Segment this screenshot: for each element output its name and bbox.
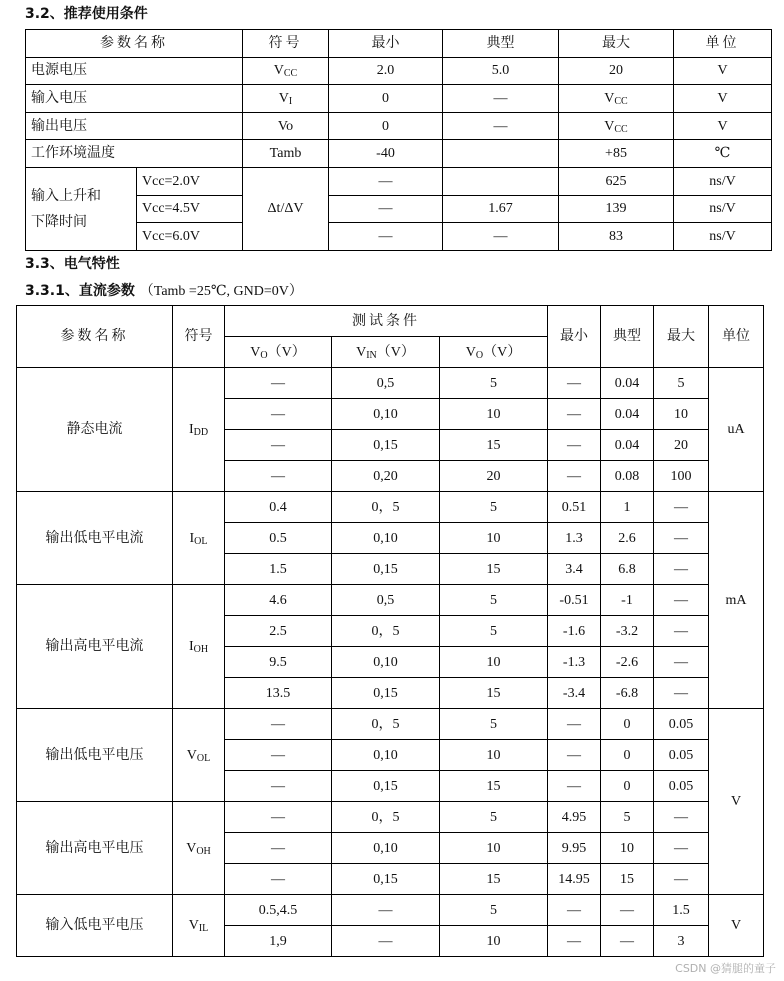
cond-vin: 0,5 — [332, 585, 440, 616]
cond-vo: 1,9 — [225, 926, 332, 957]
header-vo-2: $V_O(V)$ — [440, 337, 548, 368]
min-value: -1.3 — [548, 647, 601, 678]
min-value: — — [548, 895, 601, 926]
typ-value: 1 — [601, 492, 654, 523]
cond-vo: — — [225, 368, 332, 399]
dc-parameters-table — [16, 305, 764, 957]
cond-vo2: 15 — [440, 864, 548, 895]
param-name: 输出高电平电流 — [17, 585, 173, 709]
unit-value: mA — [709, 492, 764, 709]
max-value: — — [654, 492, 709, 523]
table-row — [26, 85, 772, 113]
typ-value: 0.04 — [601, 368, 654, 399]
max-value: — — [654, 678, 709, 709]
typ-value: -1 — [601, 585, 654, 616]
cond-vo2: 10 — [440, 926, 548, 957]
typ-value: 1.67 — [443, 195, 559, 223]
cond-vo2: 5 — [440, 895, 548, 926]
cond-vo2: 15 — [440, 771, 548, 802]
condition-value: Vcc=4.5V — [137, 195, 243, 223]
recommended-conditions-table — [25, 29, 772, 251]
table-row — [26, 223, 772, 251]
min-value: 0.51 — [548, 492, 601, 523]
param-name: 输出电压 — [26, 112, 243, 140]
condition-value: Vcc=2.0V — [137, 167, 243, 195]
typ-value: 0 — [601, 740, 654, 771]
section-3-2-title: 3.2、推荐使用条件 — [25, 6, 148, 22]
section-title-text: 3.3.1、直流参数 — [25, 283, 135, 299]
cond-vo2: 10 — [440, 647, 548, 678]
max-value: 10 — [654, 399, 709, 430]
header-min: 最小 — [329, 30, 443, 58]
cond-vo2: 20 — [440, 461, 548, 492]
cond-vo: — — [225, 802, 332, 833]
min-value: 4.95 — [548, 802, 601, 833]
table-row — [26, 112, 772, 140]
unit-value: V — [709, 895, 764, 957]
table-row — [17, 709, 764, 740]
cond-vo2: 5 — [440, 802, 548, 833]
min-value: — — [548, 399, 601, 430]
param-name: 输出高电平电压 — [17, 802, 173, 895]
cond-vo: 9.5 — [225, 647, 332, 678]
cond-vo2: 5 — [440, 368, 548, 399]
cond-vo: 0.4 — [225, 492, 332, 523]
cond-vo2: 5 — [440, 585, 548, 616]
cond-vo2: 10 — [440, 399, 548, 430]
unit-value: uA — [709, 368, 764, 492]
typ-value: 15 — [601, 864, 654, 895]
typ-value: 2.6 — [601, 523, 654, 554]
cond-vo: — — [225, 864, 332, 895]
typ-value: 0 — [601, 709, 654, 740]
cond-vin: 0,10 — [332, 523, 440, 554]
cond-vo: — — [225, 709, 332, 740]
max-value: — — [654, 833, 709, 864]
typ-value: 5 — [601, 802, 654, 833]
cond-vin: 0，5 — [332, 616, 440, 647]
unit-value: V — [674, 112, 772, 140]
max-value: 3 — [654, 926, 709, 957]
cond-vin: 0,10 — [332, 647, 440, 678]
cond-vo2: 5 — [440, 492, 548, 523]
typ-value: — — [443, 112, 559, 140]
table-row — [17, 492, 764, 523]
typ-value: -3.2 — [601, 616, 654, 647]
min-value: — — [548, 771, 601, 802]
cond-vin: 0,10 — [332, 740, 440, 771]
min-value: -1.6 — [548, 616, 601, 647]
param-symbol: Vo — [243, 112, 329, 140]
cond-vin: 0,15 — [332, 430, 440, 461]
max-value: 100 — [654, 461, 709, 492]
param-symbol: Tamb — [243, 140, 329, 168]
unit-value: ns/V — [674, 167, 772, 195]
max-value: — — [654, 523, 709, 554]
cond-vo: 0.5,4.5 — [225, 895, 332, 926]
param-name: 输入低电平电压 — [17, 895, 173, 957]
typ-value: -6.8 — [601, 678, 654, 709]
cond-vo: 2.5 — [225, 616, 332, 647]
min-value: — — [548, 461, 601, 492]
unit-value: V — [674, 85, 772, 113]
section-3-3-1-title — [25, 282, 303, 301]
unit-value: V — [709, 709, 764, 895]
cond-vo2: 10 — [440, 523, 548, 554]
typ-value: — — [443, 223, 559, 251]
header-max: 最大 — [654, 306, 709, 368]
header-unit: 单位 — [674, 30, 772, 58]
typ-value: 0.04 — [601, 399, 654, 430]
param-symbol: $V_{CC}$ — [243, 57, 329, 85]
header-typ: 典型 — [601, 306, 654, 368]
max-value: 83 — [559, 223, 674, 251]
typ-value: — — [601, 895, 654, 926]
min-value: — — [548, 709, 601, 740]
cond-vin: 0,20 — [332, 461, 440, 492]
header-name: 参数名称 — [17, 306, 173, 368]
cond-vo: 0.5 — [225, 523, 332, 554]
cond-vo2: 5 — [440, 709, 548, 740]
cond-vo2: 15 — [440, 430, 548, 461]
cond-vin: 0,15 — [332, 864, 440, 895]
cond-vo: 13.5 — [225, 678, 332, 709]
cond-vin: 0,10 — [332, 833, 440, 864]
min-value: — — [329, 223, 443, 251]
max-value: — — [654, 585, 709, 616]
cond-vo: — — [225, 399, 332, 430]
cond-vo: — — [225, 771, 332, 802]
min-value: 0 — [329, 112, 443, 140]
table-header-row — [17, 306, 764, 337]
cond-vin: — — [332, 895, 440, 926]
cond-vo2: 10 — [440, 833, 548, 864]
max-value: 5 — [654, 368, 709, 399]
test-condition-note: （Tamb =25℃, GND=0V） — [139, 284, 303, 299]
unit-value: ns/V — [674, 223, 772, 251]
min-value: 9.95 — [548, 833, 601, 864]
max-value: 1.5 — [654, 895, 709, 926]
cond-vin: — — [332, 926, 440, 957]
max-value: — — [654, 554, 709, 585]
typ-value: 10 — [601, 833, 654, 864]
param-symbol: $V_{OL}$ — [173, 709, 225, 802]
table-row — [17, 585, 764, 616]
cond-vo: — — [225, 461, 332, 492]
min-value: 14.95 — [548, 864, 601, 895]
table-row — [17, 895, 764, 926]
min-value: 2.0 — [329, 57, 443, 85]
param-symbol: $V_{OH}$ — [173, 802, 225, 895]
param-symbol: $V_{IL}$ — [173, 895, 225, 957]
max-value: — — [654, 647, 709, 678]
max-value: 0.05 — [654, 771, 709, 802]
table-row — [26, 195, 772, 223]
header-vo: $V_O(V)$ — [225, 337, 332, 368]
cond-vin: 0,10 — [332, 399, 440, 430]
header-typ: 典型 — [443, 30, 559, 58]
max-value: +85 — [559, 140, 674, 168]
header-symbol: 符号 — [243, 30, 329, 58]
cond-vin: 0,5 — [332, 368, 440, 399]
table-row — [17, 802, 764, 833]
param-symbol: $V_I$ — [243, 85, 329, 113]
min-value: -0.51 — [548, 585, 601, 616]
min-value: -3.4 — [548, 678, 601, 709]
min-value: 1.3 — [548, 523, 601, 554]
max-value: — — [654, 616, 709, 647]
param-name: 工作环境温度 — [26, 140, 243, 168]
typ-value: — — [443, 85, 559, 113]
typ-value: 6.8 — [601, 554, 654, 585]
max-value: $V_{CC}$ — [559, 85, 674, 113]
param-symbol: $I_{OL}$ — [173, 492, 225, 585]
table-row — [26, 167, 772, 195]
min-value: — — [548, 430, 601, 461]
param-symbol: $I_{OH}$ — [173, 585, 225, 709]
header-vin: $V_{IN}(V)$ — [332, 337, 440, 368]
table-header-row — [26, 30, 772, 58]
param-name: 电源电压 — [26, 57, 243, 85]
cond-vo: — — [225, 430, 332, 461]
cond-vo2: 10 — [440, 740, 548, 771]
param-name — [26, 167, 137, 250]
typ-value: 0.04 — [601, 430, 654, 461]
typ-value: 0 — [601, 771, 654, 802]
min-value: -40 — [329, 140, 443, 168]
typ-value — [443, 140, 559, 168]
cond-vo2: 15 — [440, 554, 548, 585]
header-symbol: 符号 — [173, 306, 225, 368]
cond-vin: 0,15 — [332, 771, 440, 802]
table-row — [17, 368, 764, 399]
table-row — [26, 140, 772, 168]
min-value: 3.4 — [548, 554, 601, 585]
param-name: 静态电流 — [17, 368, 173, 492]
param-symbol: Δt/ΔV — [243, 167, 329, 250]
cond-vo: — — [225, 833, 332, 864]
table-row — [26, 57, 772, 85]
typ-value — [443, 167, 559, 195]
typ-value: 5.0 — [443, 57, 559, 85]
header-max: 最大 — [559, 30, 674, 58]
typ-value: 0.08 — [601, 461, 654, 492]
unit-value: ℃ — [674, 140, 772, 168]
max-value: 0.05 — [654, 709, 709, 740]
cond-vin: 0，5 — [332, 802, 440, 833]
typ-value: — — [601, 926, 654, 957]
header-unit: 单位 — [709, 306, 764, 368]
cond-vin: 0,15 — [332, 554, 440, 585]
max-value: 20 — [559, 57, 674, 85]
cond-vo: — — [225, 740, 332, 771]
min-value: 0 — [329, 85, 443, 113]
min-value: — — [329, 167, 443, 195]
param-symbol: $I_{DD}$ — [173, 368, 225, 492]
min-value: — — [548, 368, 601, 399]
header-name: 参数名称 — [26, 30, 243, 58]
unit-value: V — [674, 57, 772, 85]
watermark: CSDN @猜腿的童子 — [675, 962, 776, 975]
max-value: 139 — [559, 195, 674, 223]
cond-vin: 0,15 — [332, 678, 440, 709]
param-name-line2: 下降时间 — [31, 213, 87, 230]
min-value: — — [548, 740, 601, 771]
param-name: 输出低电平电压 — [17, 709, 173, 802]
cond-vo2: 5 — [440, 616, 548, 647]
max-value: 20 — [654, 430, 709, 461]
param-name: 输出低电平电流 — [17, 492, 173, 585]
header-test-conditions: 测试条件 — [225, 306, 548, 337]
param-name: 输入电压 — [26, 85, 243, 113]
param-name-line1: 输入上升和 — [31, 187, 101, 204]
cond-vin: 0，5 — [332, 709, 440, 740]
cond-vo2: 15 — [440, 678, 548, 709]
max-value: 0.05 — [654, 740, 709, 771]
condition-value: Vcc=6.0V — [137, 223, 243, 251]
min-value: — — [548, 926, 601, 957]
typ-value: -2.6 — [601, 647, 654, 678]
max-value: $V_{CC}$ — [559, 112, 674, 140]
max-value: — — [654, 802, 709, 833]
min-value: — — [329, 195, 443, 223]
cond-vo: 1.5 — [225, 554, 332, 585]
max-value: 625 — [559, 167, 674, 195]
max-value: — — [654, 864, 709, 895]
section-3-3-title: 3.3、电气特性 — [25, 256, 120, 272]
cond-vin: 0，5 — [332, 492, 440, 523]
cond-vo: 4.6 — [225, 585, 332, 616]
header-min: 最小 — [548, 306, 601, 368]
unit-value: ns/V — [674, 195, 772, 223]
